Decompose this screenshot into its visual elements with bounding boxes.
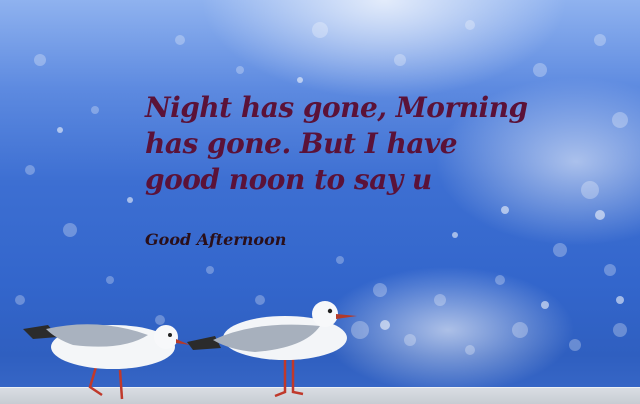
quote-line: good noon to say u — [145, 163, 432, 196]
quote-line: has gone. But I have — [145, 127, 458, 160]
seagull-right — [185, 296, 365, 404]
seagull-left — [18, 315, 193, 404]
greeting-text: Good Afternoon — [145, 230, 287, 249]
quote-line: Night has gone, Morning — [145, 91, 528, 124]
quote-text — [145, 90, 615, 198]
